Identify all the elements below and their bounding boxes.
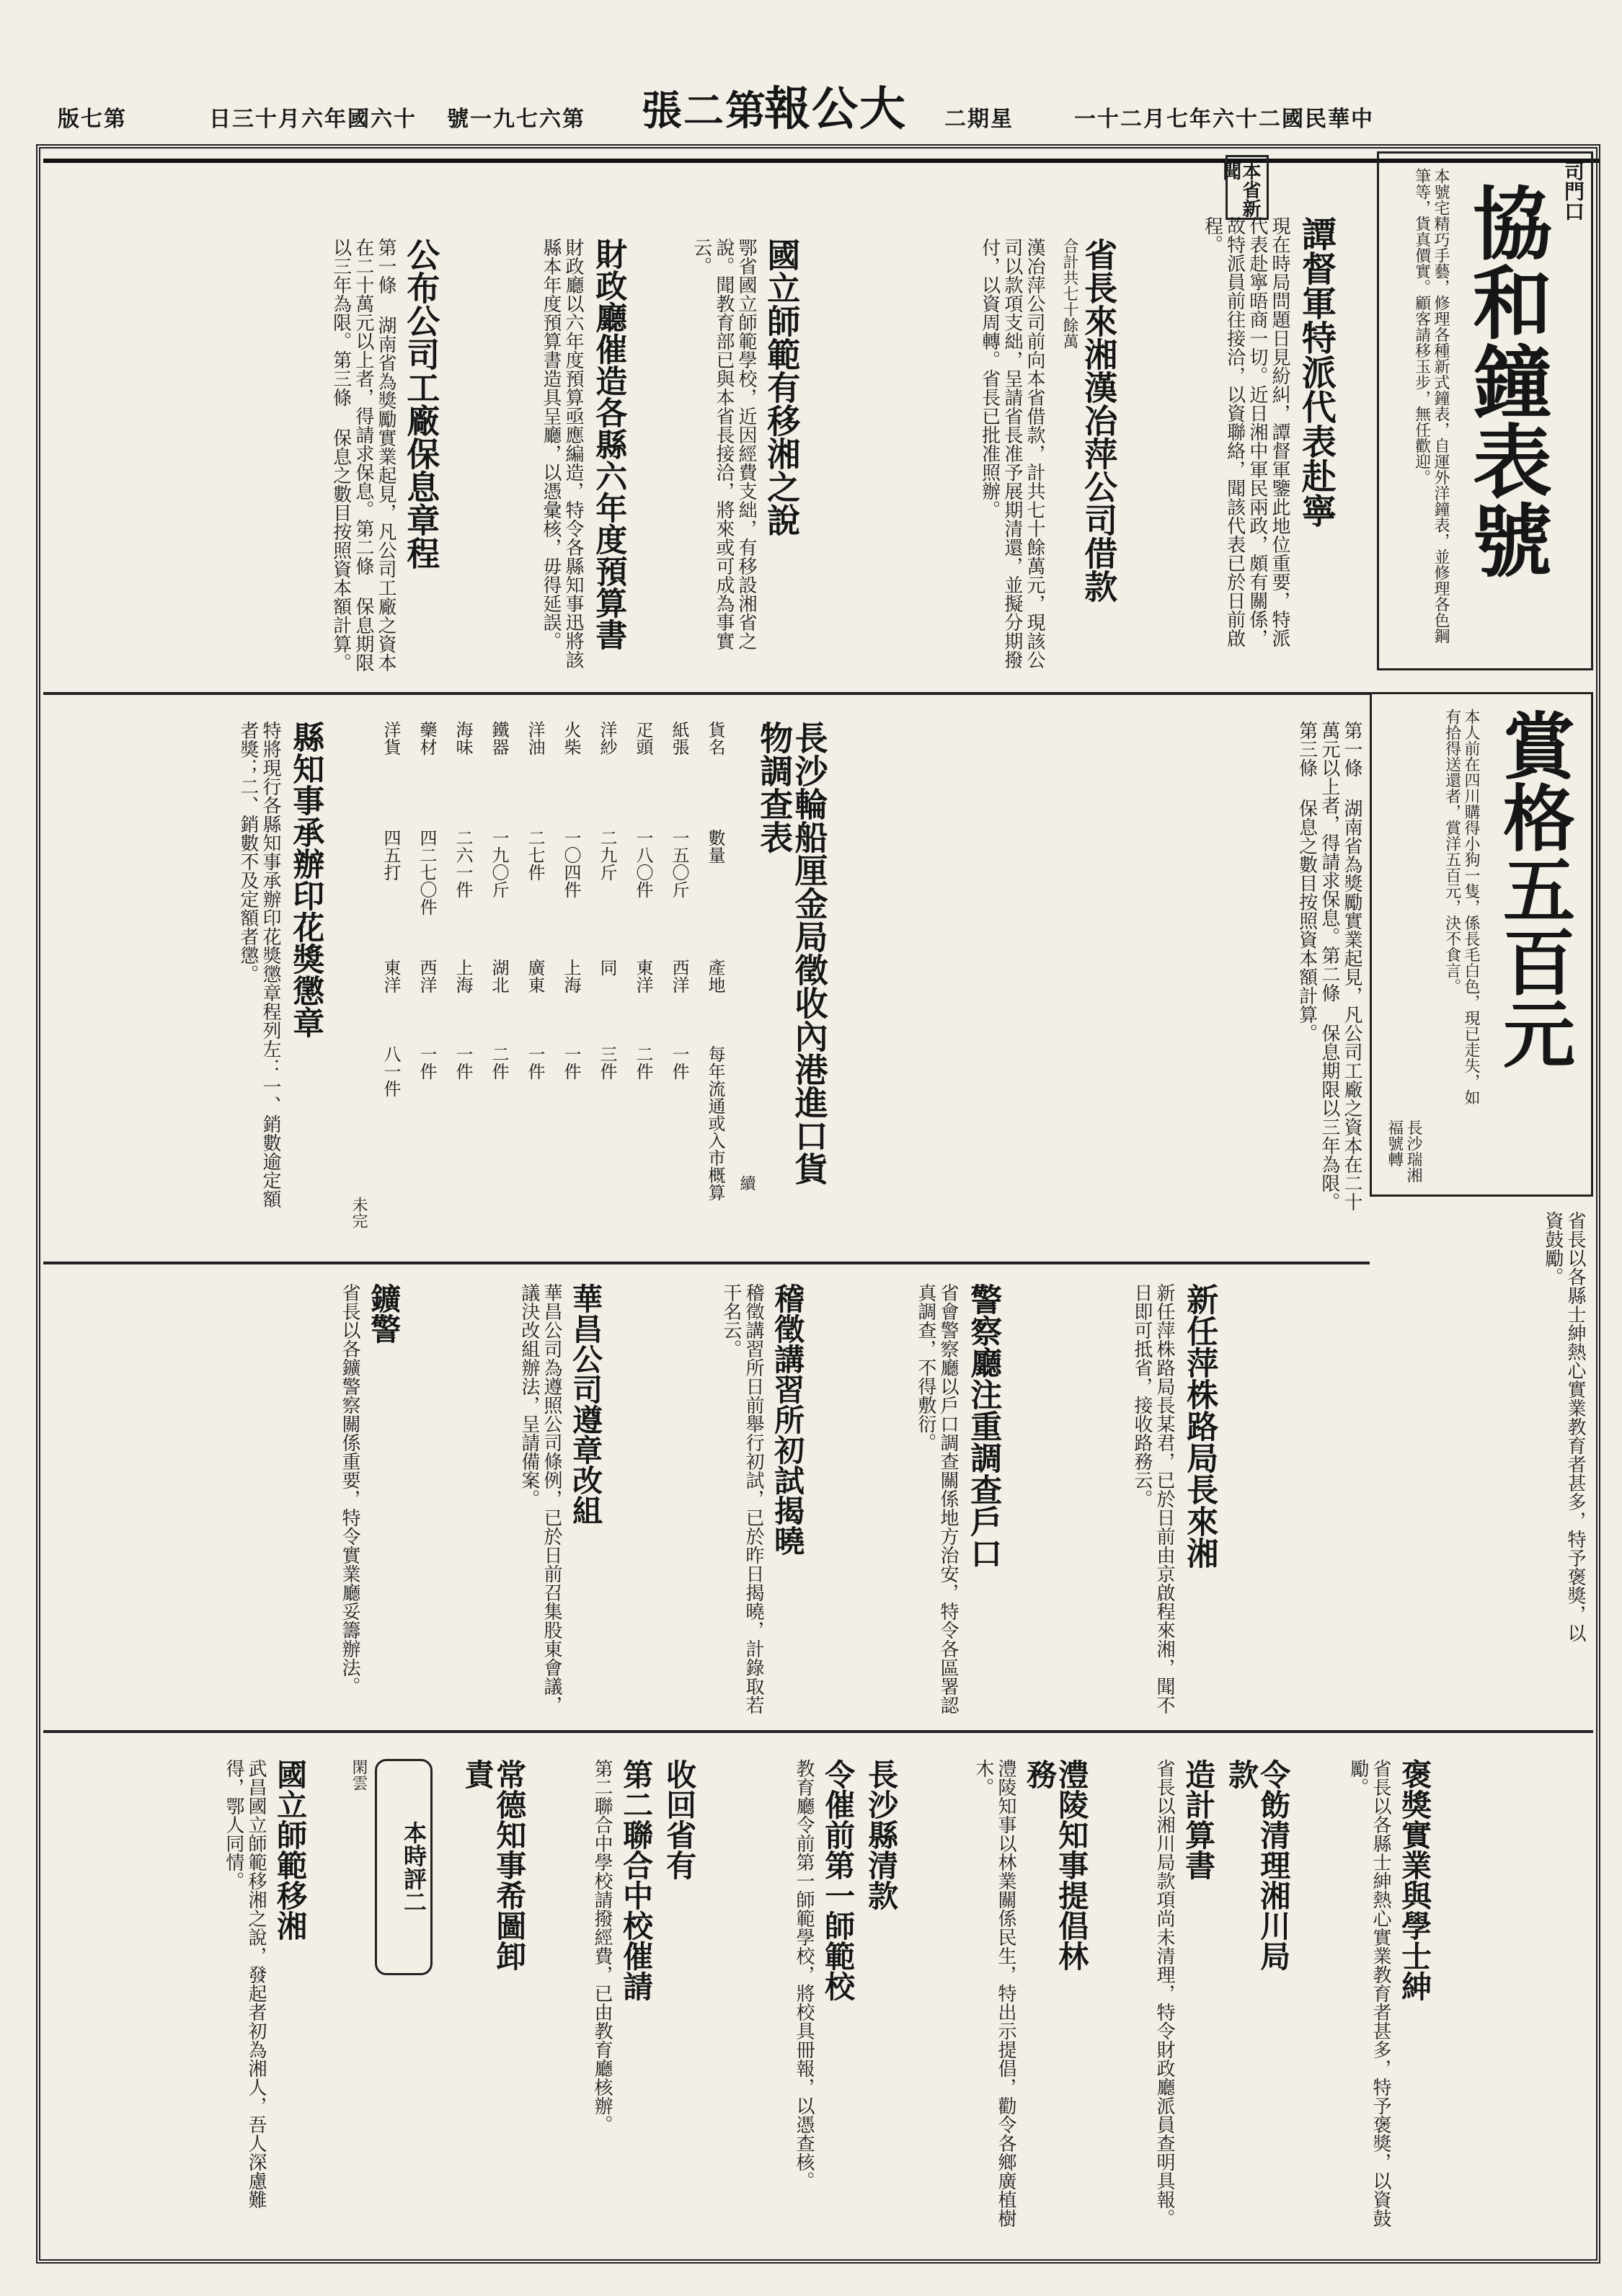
table-row: 一件 xyxy=(453,1045,473,1080)
article-title-5: 公布公司工廠保息章程 xyxy=(402,238,441,569)
table-row: 西洋 xyxy=(669,959,689,993)
table-row: 同 xyxy=(597,959,617,976)
article-body-2: 漢冶萍公司前向本省借款，計共七十餘萬元，現該公司以款項支絀，呈請省長准予展期清還，並擬分期撥付，以資周轉。省長已批准照辦。 xyxy=(978,238,1045,669)
paper-name: 報公大 xyxy=(764,82,907,136)
table-row: 海味 xyxy=(453,721,473,755)
goods-survey-table xyxy=(375,721,735,1262)
table-row: 一〇四件 xyxy=(561,829,581,898)
article-title-9: 警察廳注重調查戶口 xyxy=(965,1283,1002,1569)
table-row: 洋貨 xyxy=(381,721,401,755)
table-note-continued: 續 xyxy=(737,1175,755,1191)
article-body-7: 特將現行各縣知事承辦印花獎懲章程列左：一、銷數逾定額者獎；二、銷數不及定額者懲。 xyxy=(236,721,281,1208)
table-header-estimate: 每年流通或入市概算 xyxy=(705,1045,725,1201)
table-header-origin: 產地 xyxy=(705,959,725,993)
reward-ad-body: 本人前在四川購得小狗一隻，係長毛白色，現已走失，如有拾得送還者，賞洋五百元，決不食言。 xyxy=(1442,709,1480,1105)
article-body-5: 第一條 湖南省為獎勵實業起見，凡公司工廠之資本在二十萬元以上者，得請求保息。第二條 保息期限以三年為限。第三條 保息之數目按照資本額計算。 xyxy=(329,238,396,672)
table-row: 二六一件 xyxy=(453,829,473,898)
article-title-13: 令飭清理湘川局款 xyxy=(1224,1759,1292,1971)
article-body-3: 鄂省國立師範學校，近因經費支絀，有移設湘省之說。聞教育部已與本省長接洽，將來或可成為事實云。 xyxy=(690,238,757,650)
divider-row-2 xyxy=(43,1262,1370,1264)
table-row: 四二七〇件 xyxy=(417,829,437,916)
table-row: 一五〇斤 xyxy=(669,829,689,898)
article-title-22: 常德知事希圖卸責 xyxy=(460,1759,528,1971)
article-body-18: 第二聯合中學校請撥經費，已由教育廳核辦。 xyxy=(591,1759,613,2134)
article-title-7: 縣知事承辦印花獎懲章 xyxy=(287,721,324,1038)
table-row: 西洋 xyxy=(417,959,437,993)
divider-row-3 xyxy=(43,1730,1593,1733)
article-body-11: 華昌公司為遵照公司條例，已於日前召集股東會議，議決改組辦法，呈請備案。 xyxy=(518,1283,562,1714)
table-row: 廣東 xyxy=(525,959,545,993)
article-title-14: 造計算書 xyxy=(1181,1759,1217,1880)
article-title-15: 長沙縣清款 xyxy=(864,1759,900,1910)
table-row: 東洋 xyxy=(633,959,653,993)
article-body-1: 現在時局問題日見紛糾，譚督軍鑒此地位重要，特派代表赴寧晤商一切。近日湘中軍民兩政，頗有關係，故特派員前往接洽，以資聯絡，聞該代表已於日前啟程。 xyxy=(1201,216,1290,647)
table-row: 東洋 xyxy=(381,959,401,993)
table-row: 紙張 xyxy=(669,721,689,755)
table-row: 二九斤 xyxy=(597,829,617,881)
table-row: 洋油 xyxy=(525,721,545,755)
article-title-18: 第二聯合中校催請 xyxy=(619,1759,655,2001)
article-body-19: 武昌國立師範移湘之說，發起者初為湘人，吾人深慮難得，鄂人同情。 xyxy=(222,1759,267,2209)
article-title-16: 令催前第一師範校 xyxy=(820,1759,856,2001)
table-row: 一八〇件 xyxy=(633,829,653,898)
article-body-9: 省會警察廳以戶口調查關係地方治安，特令各區署認真調查，不得敷衍。 xyxy=(914,1283,959,1714)
section-label: 張二第 xyxy=(642,87,767,135)
article-title-11: 華昌公司遵章改組 xyxy=(568,1283,604,1525)
table-row: 一件 xyxy=(669,1045,689,1080)
article-title-21: 澧陵知事提倡林務 xyxy=(1022,1759,1090,1971)
reward-ad-title: 賞格五百元 xyxy=(1491,709,1576,1069)
watch-shop-label: 司門口 xyxy=(1561,161,1585,221)
table-row: 二七件 xyxy=(525,829,545,881)
watch-shop-title: 協和鐘表號 xyxy=(1460,182,1553,579)
table-row: 一件 xyxy=(525,1045,545,1080)
article-title-20: 褒獎實業與學士紳 xyxy=(1397,1759,1433,2001)
article-title-4: 財政廳催造各縣六年度預算書 xyxy=(590,238,627,650)
article-body-21: 澧陵知事以林業關係民生，特出示提倡，勸令各鄉廣植樹木。 xyxy=(972,1759,1016,2228)
table-row: 三件 xyxy=(597,1045,617,1080)
article-title-1: 譚督軍特派代表赴寧 xyxy=(1295,216,1337,528)
commentary-box: 本時評二 xyxy=(375,1759,433,1975)
article-title-17: 收回省有 xyxy=(662,1759,698,1880)
commentary-author: 閑雲 xyxy=(350,1759,368,1791)
table-row: 一件 xyxy=(417,1045,437,1080)
table-row: 二件 xyxy=(633,1045,653,1080)
table-row: 上海 xyxy=(453,959,473,993)
date-left: 一十二月七年六十二國民華中 xyxy=(1074,107,1374,132)
issue-number: 號一九七六第 xyxy=(447,107,585,132)
article-title-10: 稽徵講習所初試揭曉 xyxy=(770,1283,806,1556)
article-body-continued: 第一條 湖南省為獎勵實業起見，凡公司工廠之資本在二十萬元以上者，得請求保息。第二條 保息期限以三年為限。第三條 保息之數目按照資本額計算。 xyxy=(1295,721,1362,1211)
table-row: 一九〇斤 xyxy=(489,829,509,898)
article-body-12: 省長以各鑛警察關係重要，特令實業廳妥籌辦法。 xyxy=(339,1283,360,1696)
article-body-16: 教育廳令前第一師範學校，將校具冊報，以憑查核。 xyxy=(793,1759,815,2190)
article-body-4: 財政廳以六年度預算亟應編造，特令各縣知事迅將該縣本年度預算書造具呈廳，以憑彙核，毋得延誤。 xyxy=(539,238,584,669)
article-title-2: 省長來湘漢冶萍公司借款 xyxy=(1079,238,1119,603)
table-header-name: 貨名 xyxy=(705,721,725,755)
table-row: 湖北 xyxy=(489,959,509,993)
table-row: 藥材 xyxy=(417,721,437,755)
table-row: 上海 xyxy=(561,959,581,993)
table-title: 長沙輪船厘金局徵收內港進口貨物調查表 xyxy=(755,721,829,1185)
table-row: 洋紗 xyxy=(597,721,617,755)
date-right: 日三十月六年國六十 xyxy=(209,107,417,132)
table-header-qty: 數量 xyxy=(705,829,725,864)
table-row: 鐵器 xyxy=(489,721,509,755)
article-body-10: 稽徵講習所日前舉行初試，已於昨日揭曉，計錄取若干名云。 xyxy=(719,1283,764,1714)
watch-shop-body: 本號宅精巧手藝，修理各種新式鐘表，自運外洋鐘表，並修理各色鋼筆等，貨真價實。顧客請移玉步，無任歡迎。 xyxy=(1412,168,1450,644)
article-title-8: 新任萍株路局長來湘 xyxy=(1181,1283,1218,1569)
article-body-8: 新任萍株路局長某君，已於日前由京啟程來湘，聞不日即可抵省，接收路務云。 xyxy=(1130,1283,1175,1714)
table-note: 未完 xyxy=(350,1197,368,1228)
article-title-3: 國立師範有移湘之說 xyxy=(762,238,802,536)
watch-shop-ad xyxy=(1377,151,1593,670)
reward-ad-contact: 長沙瑞湘福號轉 xyxy=(1385,1120,1422,1183)
article-title-19: 國立師範移湘 xyxy=(272,1759,309,1941)
reward-ad xyxy=(1370,692,1593,1197)
table-row: 一件 xyxy=(561,1045,581,1080)
article-body-misc: 省長以各縣士紳熱心實業教育者甚多，特予褒獎，以資鼓勵。 xyxy=(1541,1211,1586,1642)
article-title-12: 鑛警 xyxy=(366,1283,402,1344)
table-row: 四五打 xyxy=(381,829,401,881)
weekday: 二期星 xyxy=(944,107,1014,132)
article-body-20: 省長以各縣士紳熱心實業教育者甚多，特予褒獎，以資鼓勵。 xyxy=(1347,1759,1391,2228)
table-row: 火柴 xyxy=(561,721,581,755)
page-number: 版七第 xyxy=(58,107,127,132)
local-news-header: 本省新聞 xyxy=(1226,155,1269,220)
article-body-13: 省長以湘川局款項尚未清理，特令財政廳派員查明具報。 xyxy=(1153,1759,1175,2228)
table-row: 八一件 xyxy=(381,1045,401,1097)
divider-row-1 xyxy=(43,692,1370,695)
table-row: 疋頭 xyxy=(633,721,653,755)
table-row: 二件 xyxy=(489,1045,509,1080)
article-subtitle-2: 合計共七十餘萬 xyxy=(1060,238,1078,349)
